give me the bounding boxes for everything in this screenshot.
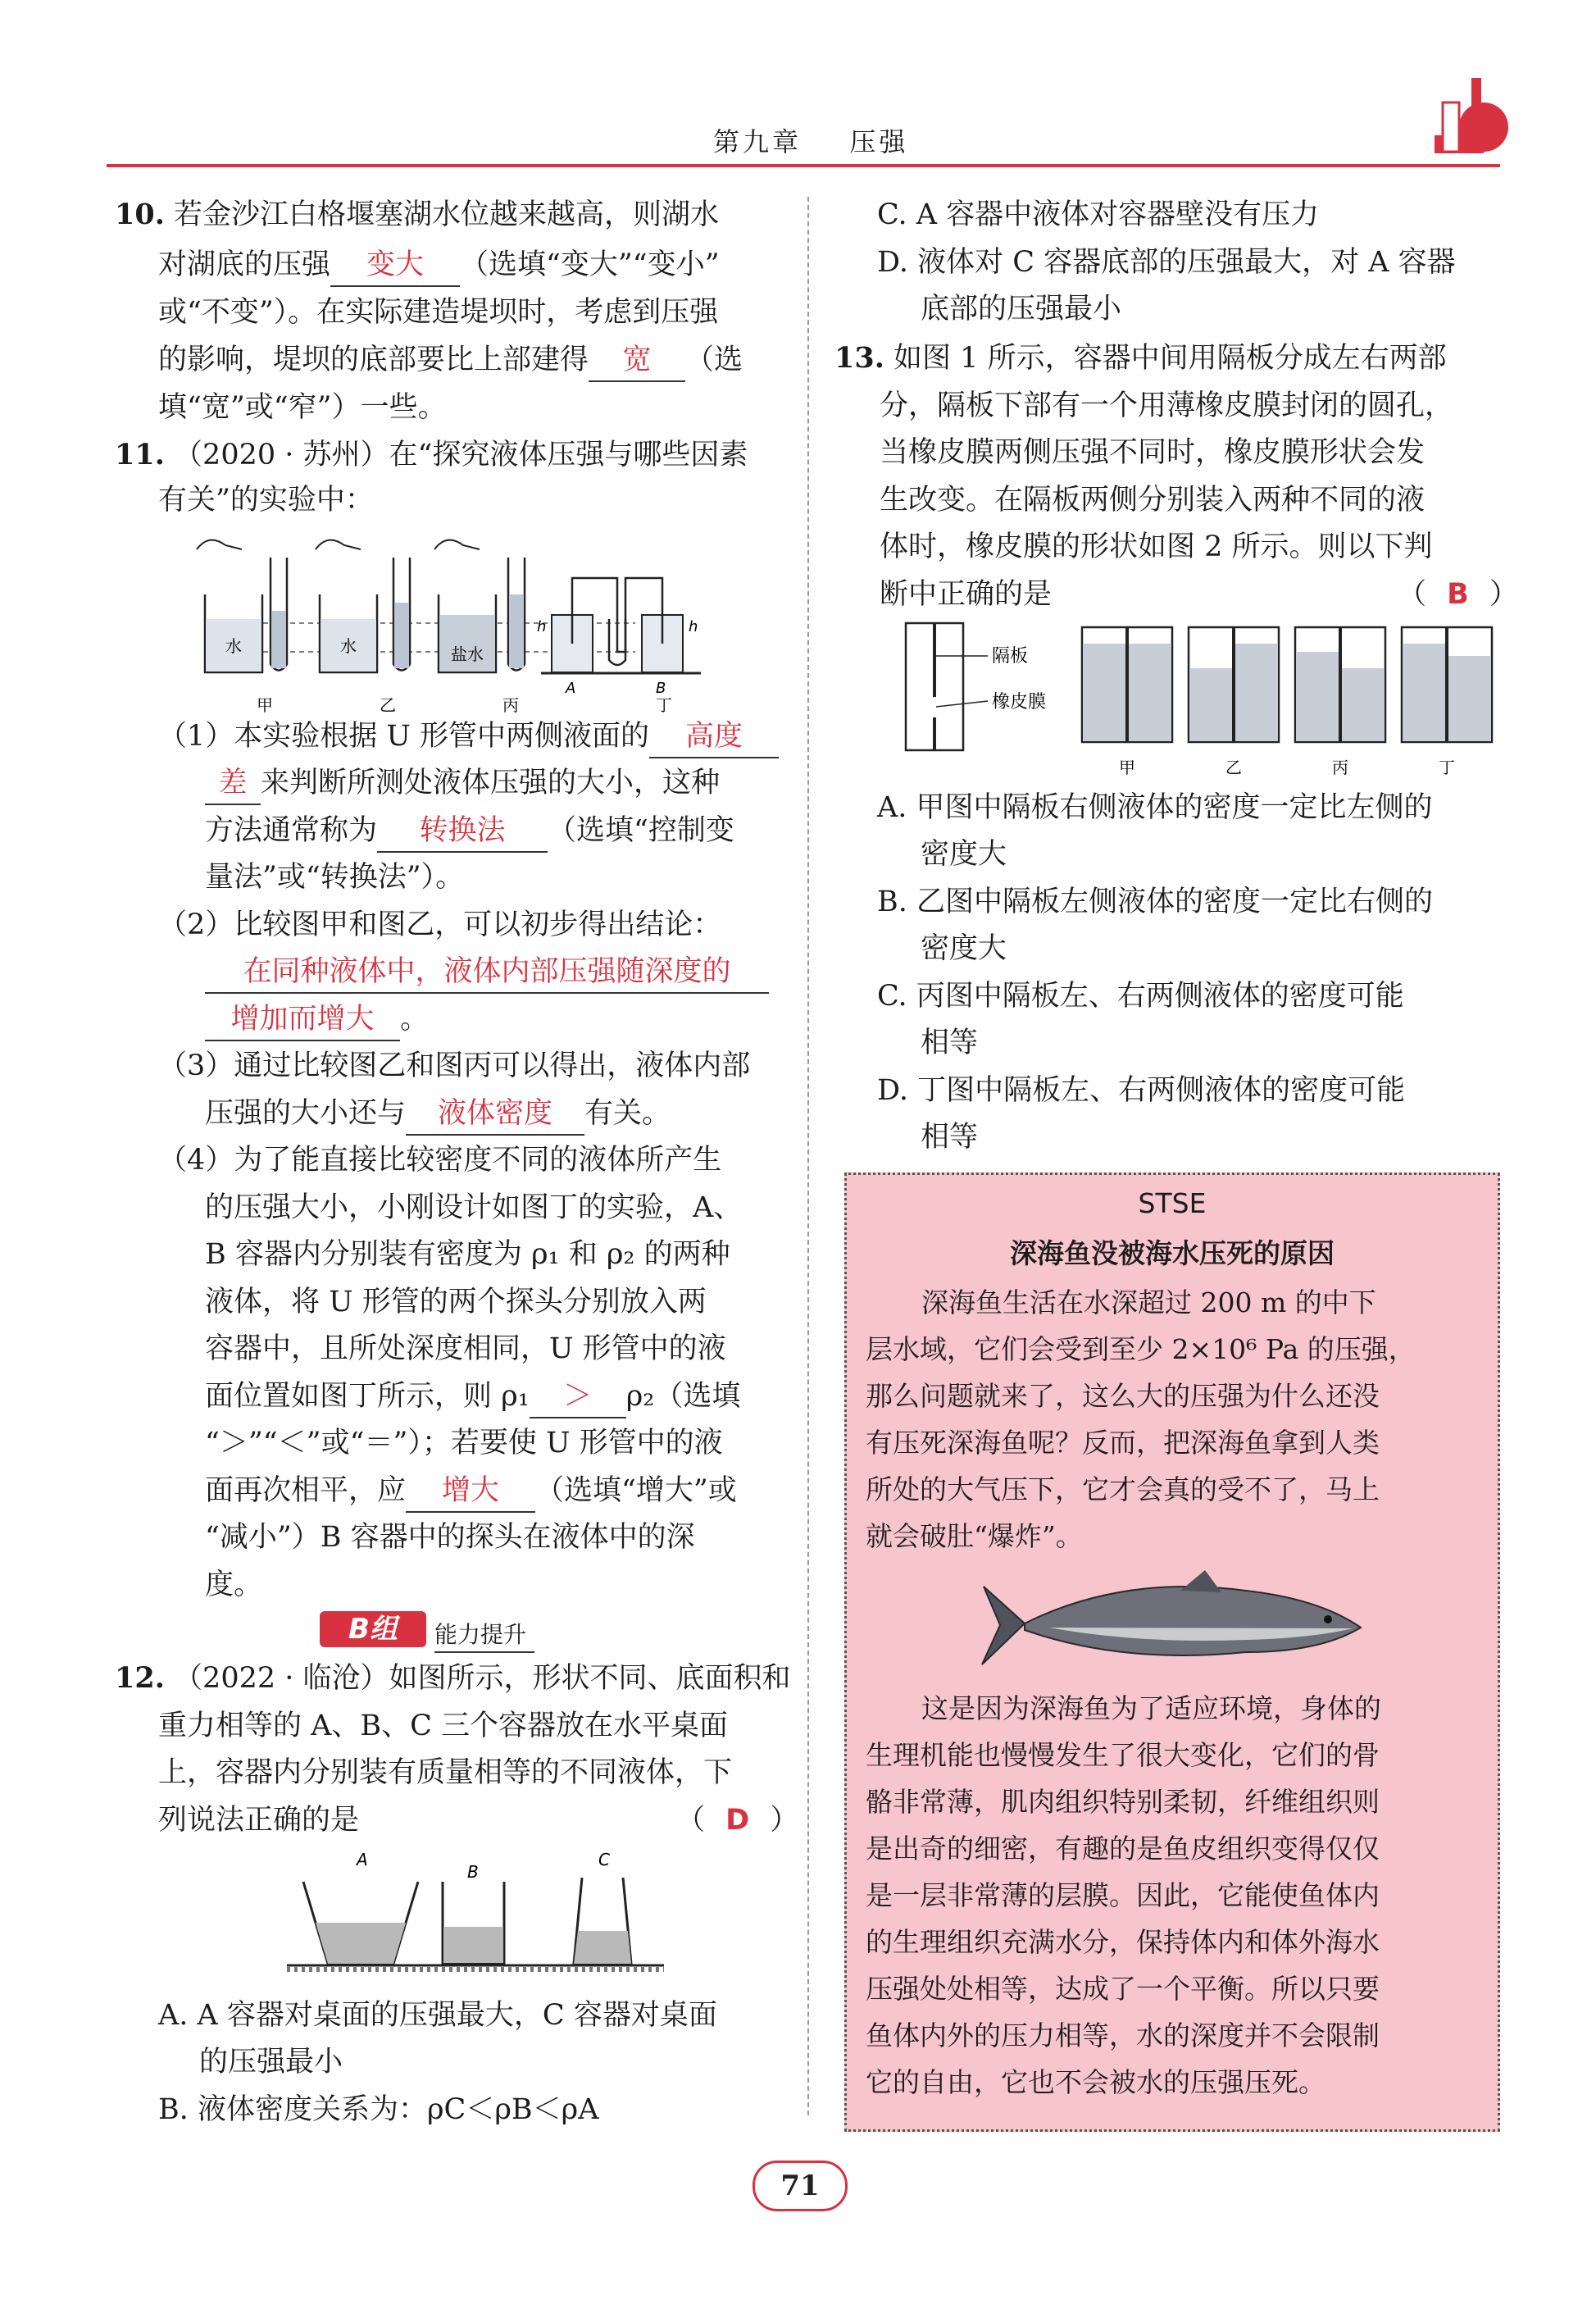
- q13-line2: [880, 385, 1453, 426]
- stse-p2-line: 骼非常薄，肌肉组织特别柔韧，纤维组织则: [866, 1786, 1380, 1818]
- q11-p1-line2: [205, 763, 720, 805]
- fig-label-a: A: [357, 1850, 368, 1869]
- deep-sea-fish-image: [975, 1566, 1369, 1681]
- q11-p4-line2: [205, 1187, 742, 1228]
- q11-text: 压强的大小还与: [205, 1097, 407, 1130]
- q11-text: “＞”“＜”或“＝”）；若要使 U 形管中的液: [205, 1427, 723, 1459]
- fig-label-h2: h: [689, 618, 698, 635]
- stse-p2-line: 鱼体内外的压力相等，水的深度并不会限制: [866, 2019, 1380, 2051]
- q13-text: 如图 1 所示，容器中间用隔板分成左右两部: [893, 342, 1447, 375]
- q11-p4-line4: [205, 1282, 707, 1323]
- stse-p1-line: 深海鱼生活在水深超过 200 m 的中下: [921, 1286, 1376, 1318]
- fig-label-water1: 水: [225, 636, 242, 656]
- q13-number: 13.: [834, 341, 884, 375]
- q11-text: 量法”或“转换法”）。: [205, 861, 465, 894]
- stse-p2-line: 的生理组织充满水分，保持体内和体外海水: [866, 1926, 1380, 1958]
- fig-label-b: B: [656, 680, 666, 697]
- q12-option-a-line1: A. A 容器对桌面的压强最大，C 容器对桌面: [158, 1999, 717, 2032]
- q12-option-d-line2: 底部的压强最小: [921, 293, 1122, 326]
- fig-label-water2: 水: [340, 636, 357, 656]
- q13-line6: [880, 574, 1052, 615]
- fig-label-a: A: [566, 680, 576, 697]
- q11-text: （4）为了能直接比较密度不同的液体所产生: [158, 1144, 722, 1177]
- fig-label-b: B: [467, 1862, 479, 1882]
- stse-title: 深海鱼没被海水压死的原因: [1010, 1237, 1335, 1269]
- q10-text: 填“宽”或“窄”）一些。: [158, 391, 447, 424]
- q10-line4: [158, 339, 743, 382]
- q11-answer-2a: 在同种液体中，液体内部压强随深度的: [205, 951, 769, 994]
- stse-p2-line: 是出奇的细密，有趣的是鱼皮组织变得仅仅: [866, 1833, 1380, 1865]
- q11-answer-2b: 增加而增大: [205, 999, 400, 1041]
- stse-p2-line: 这是因为深海鱼为了适应环境，身体的: [921, 1692, 1381, 1724]
- q11-text: B 容器内分别装有密度为 ρ₁ 和 ρ₂ 的两种: [205, 1238, 730, 1271]
- q13-text: 分，隔板下部有一个用薄橡皮膜封闭的圆孔，: [880, 389, 1454, 422]
- fig-label-h1: h: [537, 618, 547, 635]
- q13-text: 断中正确的是: [880, 578, 1053, 611]
- q13-option-c-line2: 相等: [921, 1027, 979, 1059]
- q12-line4: [158, 1800, 359, 1841]
- q11-text: 方法通常称为: [205, 814, 378, 847]
- q10-text: 的影响，堤坝的底部要比上部建得: [158, 344, 589, 376]
- stse-tag: STSE: [1138, 1187, 1207, 1219]
- q11-text: 有关”的实验中：: [158, 484, 374, 517]
- q11-text: （2）比较图甲和图乙，可以初步得出结论：: [158, 908, 722, 941]
- group-badge: B组: [320, 1611, 426, 1647]
- q11-number: 11.: [115, 438, 165, 471]
- q11-text: 度。: [205, 1569, 263, 1601]
- q11-text: ρ₂（选填: [625, 1380, 741, 1413]
- q11-p2-line3: [205, 999, 429, 1041]
- fig-label-bing: 丙: [1332, 758, 1348, 777]
- fig-label-xiangpimo: 橡皮膜: [992, 692, 1047, 713]
- q10-text: 或“不变”）。在实际建造堤坝时，考虑到压强: [158, 296, 719, 329]
- q13-line3: [880, 432, 1425, 473]
- q12-line3: [158, 1752, 732, 1793]
- q13-option-a-line2: 密度大: [921, 838, 1007, 871]
- q12-line2: [158, 1705, 728, 1746]
- q12-text: 上，容器内分别装有质量相等的不同液体，下: [158, 1756, 733, 1789]
- q13-line1: [834, 338, 1447, 379]
- q11-p4-line9: [205, 1517, 695, 1558]
- q10-number: 10.: [115, 198, 165, 231]
- stse-p1-line: 那么问题就来了，这么大的压强为什么还没: [866, 1380, 1380, 1412]
- q11-text: （3）通过比较图乙和图丙可以得出，液体内部: [158, 1050, 751, 1082]
- q10-line1: [115, 194, 719, 235]
- q11-answer-1a: 高度: [649, 716, 779, 758]
- chapter-title: 压强: [849, 126, 909, 157]
- q11-text: 来判断所测处液体压强的大小，这种: [261, 767, 721, 799]
- fig-label-c: C: [598, 1850, 610, 1869]
- q11-text: 面再次相平，应: [205, 1474, 407, 1507]
- q10-answer-2: 宽: [589, 339, 685, 382]
- q11-line1: [115, 435, 748, 476]
- q12-number: 12.: [115, 1661, 165, 1695]
- q13-line4: [880, 480, 1425, 521]
- fig-label-jia: 甲: [1119, 758, 1135, 777]
- chapter-number: 第九章: [713, 126, 803, 157]
- q11-p1-line3: [205, 810, 734, 853]
- q10-answer-1: 变大: [330, 244, 460, 287]
- q12-answer-bracket: （ D ）: [676, 1804, 799, 1837]
- fig-label-jia: 甲: [257, 695, 273, 713]
- q13-text: 生改变。在隔板两侧分别装入两种不同的液: [880, 484, 1425, 517]
- q11-answer-4b: 增大: [406, 1470, 535, 1513]
- q11-text: （1）本实验根据 U 形管中两侧液面的: [158, 720, 650, 753]
- q13-answer: B: [1447, 578, 1469, 611]
- q11-p4-line10: [205, 1564, 262, 1605]
- q11-text: “减小”）B 容器中的探头在液体中的深: [205, 1521, 695, 1554]
- fig-label-geban: 隔板: [992, 646, 1029, 667]
- fig-label-ding: 丁: [656, 695, 672, 713]
- q13-figure: [902, 619, 1500, 783]
- q12-answer: D: [725, 1804, 750, 1837]
- q10-text: 对湖底的压强: [158, 248, 331, 281]
- q10-line5: [158, 387, 447, 428]
- q11-p1-line1: [158, 716, 779, 758]
- q11-answer-4a: ＞: [530, 1376, 626, 1418]
- q11-text: 的压强大小，小刚设计如图丁的实验，A、: [205, 1191, 743, 1224]
- fig-label-yi: 乙: [1225, 758, 1242, 777]
- q11-line2: [158, 480, 374, 521]
- q11-figure: [193, 529, 775, 713]
- q12-option-a-line2: 的压强最小: [199, 2046, 343, 2079]
- stse-p1-line: 所处的大气压下，它才会真的受不了，马上: [866, 1473, 1380, 1505]
- q11-p4-line6: [205, 1376, 740, 1418]
- q10-text: 若金沙江白格堰塞湖水位越来越高，则湖水: [174, 198, 720, 231]
- q10-line3: [158, 292, 718, 333]
- q12-text: 列说法正确的是: [158, 1804, 360, 1837]
- page-number: 71: [753, 2161, 848, 2211]
- stse-p1-line: 层水域，它们会受到至少 2×10⁶ Pa 的压强，: [866, 1333, 1416, 1365]
- q11-p3-line2: [205, 1093, 671, 1136]
- stse-p2-line: 它的自由，它也不会被水的压强压死。: [866, 2066, 1325, 2098]
- stse-p2-line: 生理机能也慢慢发生了很大变化，它们的骨: [866, 1739, 1380, 1771]
- q13-option-b-line1: B. 乙图中隔板左侧液体的密度一定比右侧的: [877, 886, 1433, 918]
- q11-text: 有关。: [584, 1097, 671, 1130]
- q11-p2-line2: [205, 951, 769, 994]
- q12-option-b: B. 液体密度关系为：ρC＜ρB＜ρA: [158, 2093, 599, 2126]
- q13-option-a-line1: A. 甲图中隔板右侧液体的密度一定比左侧的: [877, 791, 1433, 824]
- fig-label-bing: 丙: [502, 695, 519, 713]
- q11-p1-line4: [205, 857, 464, 898]
- chapter-header: [713, 121, 908, 159]
- q11-p3-line1: [158, 1045, 750, 1086]
- q11-p4-line3: [205, 1234, 730, 1275]
- q13-option-d-line1: D. 丁图中隔板左、右两侧液体的密度可能: [877, 1074, 1406, 1107]
- q11-text: 容器中，且所处深度相同，U 形管中的液: [205, 1332, 726, 1365]
- column-divider: [807, 197, 809, 2115]
- fig-label-yi: 乙: [380, 695, 396, 713]
- fig-label-salt: 盐水: [451, 644, 484, 664]
- q11-text: 液体，将 U 形管的两个探头分别放入两: [205, 1286, 707, 1318]
- q11-p2-line1: [158, 904, 721, 945]
- q11-text: 面位置如图丁所示，则 ρ₁: [205, 1380, 530, 1413]
- q11-text: （2020 · 苏州）在“探究液体压强与哪些因素: [174, 439, 748, 471]
- q13-answer-bracket: （ B ）: [1398, 578, 1518, 611]
- fig-label-ding: 丁: [1439, 758, 1455, 777]
- q11-p4-line5: [205, 1328, 726, 1369]
- stse-p1-line: 有压死深海鱼呢？反而，把深海鱼拿到人类: [866, 1427, 1380, 1459]
- q13-option-c-line1: C. 丙图中隔板左、右两侧液体的密度可能: [877, 980, 1404, 1013]
- q11-answer-1b: 差: [205, 763, 261, 805]
- lab-flask-icon: [1426, 70, 1516, 164]
- q11-text: 。: [400, 1003, 430, 1036]
- q11-text: （选填“增大”或: [535, 1474, 737, 1507]
- q11-answer-3: 液体密度: [406, 1093, 584, 1136]
- q13-line5: [880, 526, 1433, 567]
- q11-answer-1c: 转换法: [377, 810, 548, 853]
- q10-text: （选填“变大”“变小”: [460, 248, 720, 281]
- stse-p2-line: 是一层非常薄的层膜。因此，它能使鱼体内: [866, 1879, 1380, 1911]
- q11-p4-line7: [205, 1423, 723, 1464]
- q11-p4-line1: [158, 1140, 721, 1181]
- q12-option-d-line1: D. 液体对 C 容器底部的压强最大，对 A 容器: [877, 246, 1456, 279]
- q13-option-d-line2: 相等: [921, 1121, 979, 1154]
- q10-text: （选: [685, 344, 743, 376]
- q12-text: （2022 · 临沧）如图所示，形状不同、底面积和: [174, 1662, 791, 1695]
- q13-text: 体时，橡皮膜的形状如图 2 所示。则以下判: [880, 530, 1433, 563]
- q12-line1: [115, 1658, 791, 1699]
- stse-p1-line: 就会破肚“爆炸”。: [866, 1520, 1083, 1552]
- q10-line2: [158, 244, 720, 287]
- q11-p4-line8: [205, 1470, 737, 1513]
- group-label: 能力提升: [434, 1617, 534, 1653]
- header-rule: [107, 164, 1500, 167]
- q11-text: （选填“控制变: [548, 814, 734, 847]
- q12-text: 重力相等的 A、B、C 三个容器放在水平桌面: [158, 1710, 729, 1742]
- stse-p2-line: 压强处处相等，达成了一个平衡。所以只要: [866, 1973, 1380, 2005]
- q13-text: 当橡皮膜两侧压强不同时，橡皮膜形状会发: [880, 436, 1425, 469]
- q12-option-c: C. A 容器中液体对容器壁没有压力: [877, 198, 1320, 231]
- q12-figure: [279, 1845, 672, 1984]
- q13-option-b-line2: 密度大: [921, 932, 1007, 965]
